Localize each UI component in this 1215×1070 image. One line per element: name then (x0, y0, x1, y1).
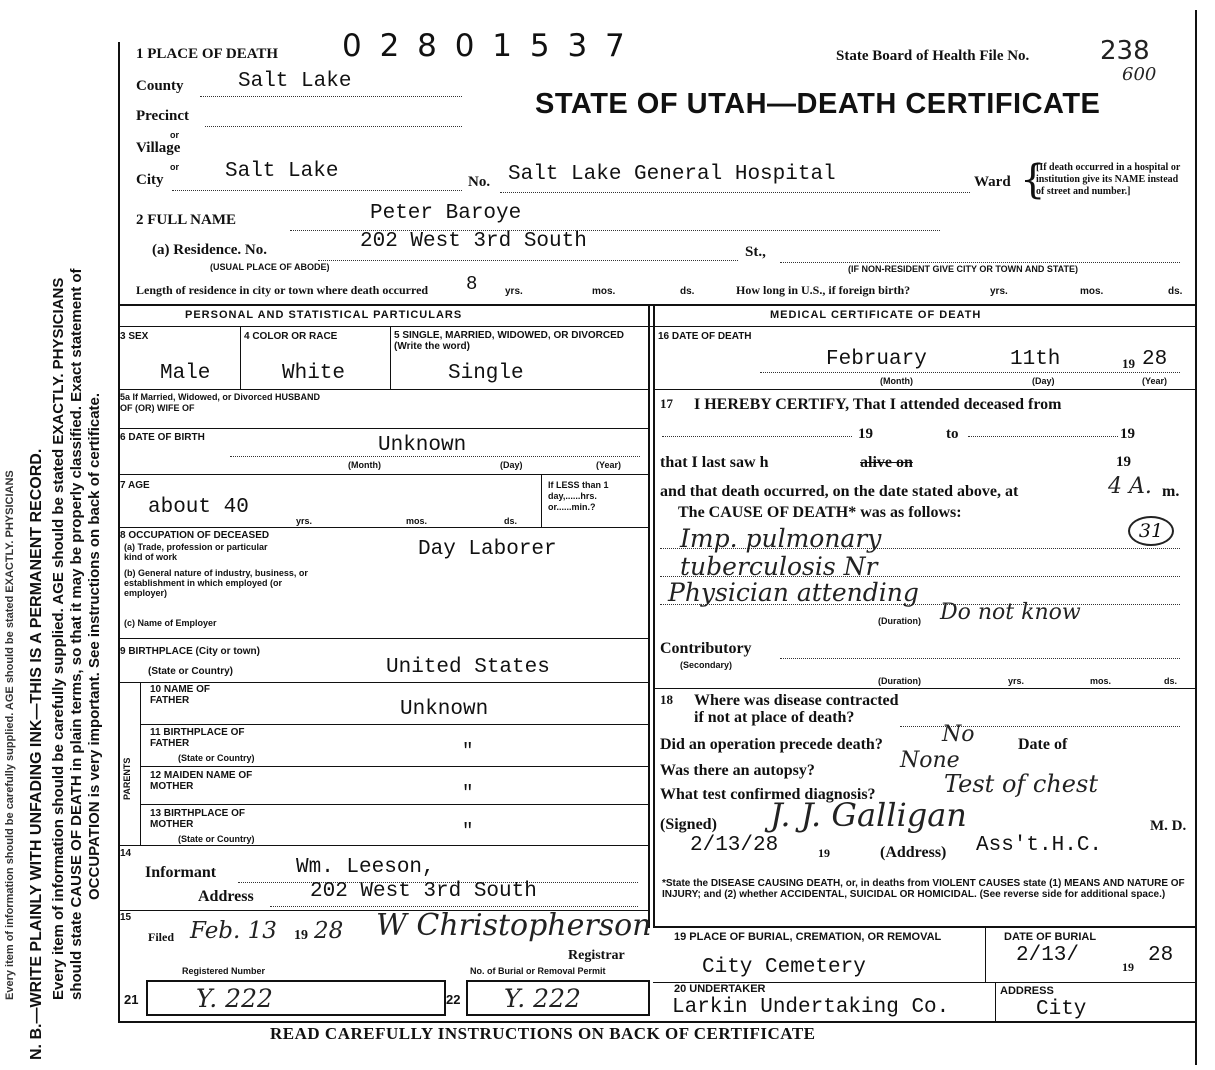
burial-date-value: 2/13/ (1016, 944, 1080, 967)
occupation-industry-label: (b) General nature of industry, business, or establishment in which employed (or employer) (124, 568, 308, 598)
non-resident-label: (IF NON-RESIDENT GIVE CITY OR TOWN AND STATE) (848, 264, 1079, 274)
signed-label: (Signed) (660, 816, 717, 833)
filed-label: Filed (148, 930, 174, 944)
cause-line-3: Physician attending (668, 578, 919, 607)
burial-date-label: DATE OF BURIAL (1004, 931, 1097, 943)
undertaker-value: Larkin Undertaking Co. (672, 996, 950, 1019)
informant-address-value: 202 West 3rd South (310, 880, 537, 903)
mother-birthplace-value: " (462, 820, 474, 842)
mother-birthplace-label: 13 BIRTHPLACE OF MOTHER (150, 808, 246, 830)
contributory-label: Contributory (660, 640, 752, 657)
footer-instructions: READ CAREFULLY INSTRUCTIONS ON BACK OF CERTIFICATE (270, 1024, 816, 1043)
informant-value: Wm. Leeson, (296, 856, 435, 879)
autopsy-label: Was there an autopsy? (660, 762, 815, 779)
employer-label: (c) Name of Employer (124, 618, 217, 628)
marital-value: Single (448, 362, 524, 385)
last-saw-label: that I last saw h (660, 454, 769, 471)
side-note-unfading-ink: N. B.—WRITE PLAINLY WITH UNFADING INK—THIS IS A PERMANENT RECORD. (28, 448, 45, 1060)
place-of-death-label: 1 PLACE OF DEATH (136, 46, 279, 62)
cause-footnote: *State the DISEASE CAUSING DEATH, or, in deaths from VIOLENT CAUSES state (1) MEANS AND NATURE OF INJURY; and (2) whether ACCIDENTAL, SUICIDAL OR HOMICIDAL. (See reverse side for additional space.) (662, 878, 1185, 900)
registrar-label: Registrar (568, 948, 625, 963)
color-label: 4 COLOR OR RACE (244, 331, 338, 342)
registrar-signature: W Christopherson (376, 908, 652, 943)
informant-label: Informant (145, 864, 217, 881)
parents-label: PARENTS (122, 757, 132, 800)
county-value: Salt Lake (238, 70, 352, 93)
burial-year-value: 28 (1148, 944, 1174, 967)
undertaker-label: 20 UNDERTAKER (674, 983, 766, 995)
us-residence-label: How long in U.S., if foreign birth? (736, 283, 911, 297)
mother-name-value: " (462, 782, 474, 804)
right-frame-line (1195, 10, 1197, 1065)
operation-label: Did an operation precede death? (660, 736, 883, 753)
state-board-number: 238 (1100, 36, 1150, 66)
ward-label: Ward (974, 174, 1011, 190)
disease-contracted-label: Where was disease contracted (694, 692, 899, 709)
filed-date: Feb. 13 (190, 918, 277, 944)
burial-place-label: 19 PLACE OF BURIAL, CREMATION, OR REMOVAL (674, 931, 942, 943)
informant-address-label: Address (198, 888, 254, 905)
physician-signature: J. J. Galligan (770, 796, 967, 834)
death-month: February (826, 348, 927, 371)
less-than-day-label: If LESS than 1 day,......hrs. or......min.? (548, 480, 609, 512)
sex-label: 3 SEX (120, 331, 149, 342)
age-label: 7 AGE (120, 480, 150, 491)
test-label: What test confirmed diagnosis? (660, 786, 876, 803)
city-label: City (136, 172, 164, 188)
hospital-value: Salt Lake General Hospital (508, 163, 836, 186)
death-occurred-label: and that death occurred, on the date stated above, at (660, 483, 1019, 500)
side-note-occupation: OCCUPATION is very important. See instructions on back of certificate. (86, 392, 103, 900)
marital-label: 5 SINGLE, MARRIED, WIDOWED, OR DIVORCED (Write the word) (394, 330, 625, 352)
physician-address: Ass't.H.C. (976, 834, 1103, 857)
color-value: White (282, 362, 346, 385)
certify-text: I HEREBY CERTIFY, That I attended deceased from (694, 396, 1062, 413)
burial-permit-label: No. of Burial or Removal Permit (470, 966, 606, 976)
burial-place-value: City Cemetery (702, 956, 866, 979)
usual-abode-label: (USUAL PLACE OF ABODE) (210, 262, 330, 272)
cause-of-death-label: The CAUSE OF DEATH* was as follows: (678, 504, 962, 521)
certificate-title: STATE OF UTAH—DEATH CERTIFICATE (535, 88, 1101, 120)
father-birthplace-label: 11 BIRTHPLACE OF FATHER (150, 727, 245, 749)
cause-code: 31 (1128, 516, 1174, 546)
residence-label: (a) Residence. No. (152, 242, 267, 258)
death-day: 11th (1010, 348, 1061, 371)
birthplace-value: United States (386, 656, 550, 679)
state-board-sub-number: 600 (1122, 64, 1157, 85)
dob-value: Unknown (378, 434, 467, 457)
occupation-value: Day Laborer (418, 538, 557, 561)
father-name-label: 10 NAME OF FATHER (150, 684, 211, 706)
residence-value: 202 West 3rd South (360, 230, 587, 253)
birthplace-label: 9 BIRTHPLACE (City or town) (120, 646, 260, 657)
county-label: County (136, 78, 184, 94)
length-residence-label: Length of residence in city or town where death occurred (136, 283, 429, 297)
cause-line-2: tuberculosis Nr (680, 552, 878, 581)
occupation-trade-label: (a) Trade, profession or particular kind of work (124, 542, 268, 562)
operation-value: No (942, 722, 975, 747)
state-board-label: State Board of Health File No. (836, 48, 1030, 64)
registered-number-label: Registered Number (182, 966, 266, 976)
hospital-no-label: No. (468, 174, 491, 190)
father-birthplace-value: " (462, 740, 474, 762)
burial-permit-value: Y. 222 (504, 984, 581, 1013)
city-value: Salt Lake (225, 160, 339, 183)
registered-number-value: Y. 222 (196, 984, 273, 1013)
undertaker-address-label: ADDRESS (1000, 985, 1054, 997)
mother-name-label: 12 MAIDEN NAME OF MOTHER (150, 770, 253, 792)
full-name-label: 2 FULL NAME (136, 212, 237, 228)
sex-value: Male (160, 362, 211, 385)
test-value: Test of chest (944, 770, 1098, 798)
length-residence-value: 8 (466, 273, 478, 295)
village-label: Village (136, 140, 181, 156)
side-note-faint: Every item of information should be carefully supplied. AGE should be stated EXACTLY. PHYSICIANS (4, 470, 16, 1000)
medical-heading: MEDICAL CERTIFICATE OF DEATH (770, 309, 982, 321)
signed-date: 2/13/28 (690, 834, 779, 857)
date-of-death-label: 16 DATE OF DEATH (658, 331, 752, 342)
death-year: 28 (1142, 348, 1168, 371)
precinct-label: Precinct (136, 108, 190, 124)
death-time: 4 A. (1108, 474, 1152, 499)
full-name-value: Peter Baroye (370, 202, 522, 225)
occupation-label: 8 OCCUPATION OF DECEASED (120, 530, 270, 541)
side-note-information: Every item of information should be carefully supplied. AGE should be stated EXACTLY. PHYSICIANS (50, 277, 67, 1000)
personal-heading: PERSONAL AND STATISTICAL PARTICULARS (185, 309, 463, 321)
age-value: about 40 (148, 496, 249, 519)
ward-note: [If death occurred in a hospital or institution give its NAME instead of street and number.] (1036, 162, 1181, 197)
center-divider (648, 304, 650, 928)
cause-duration: Do not know (940, 600, 1081, 625)
undertaker-address-value: City (1036, 998, 1087, 1021)
spouse-label: 5a If Married, Widowed, or Divorced HUSBAND OF (OR) WIFE OF (120, 392, 320, 413)
autopsy-value: None (900, 748, 960, 773)
filed-year: 28 (314, 918, 344, 944)
certificate-number: 0 2 8 0 1 5 3 7 (342, 28, 629, 64)
father-name-value: Unknown (400, 698, 489, 721)
street-label: St., (745, 244, 766, 260)
registered-number-box (146, 980, 446, 1016)
dob-label: 6 DATE OF BIRTH (120, 432, 205, 443)
cause-line-1: Imp. pulmonary (680, 524, 882, 553)
side-note-cause-of-death: should state CAUSE OF DEATH in plain terms, so that it may be properly classified. Exact statement of (68, 268, 85, 1000)
